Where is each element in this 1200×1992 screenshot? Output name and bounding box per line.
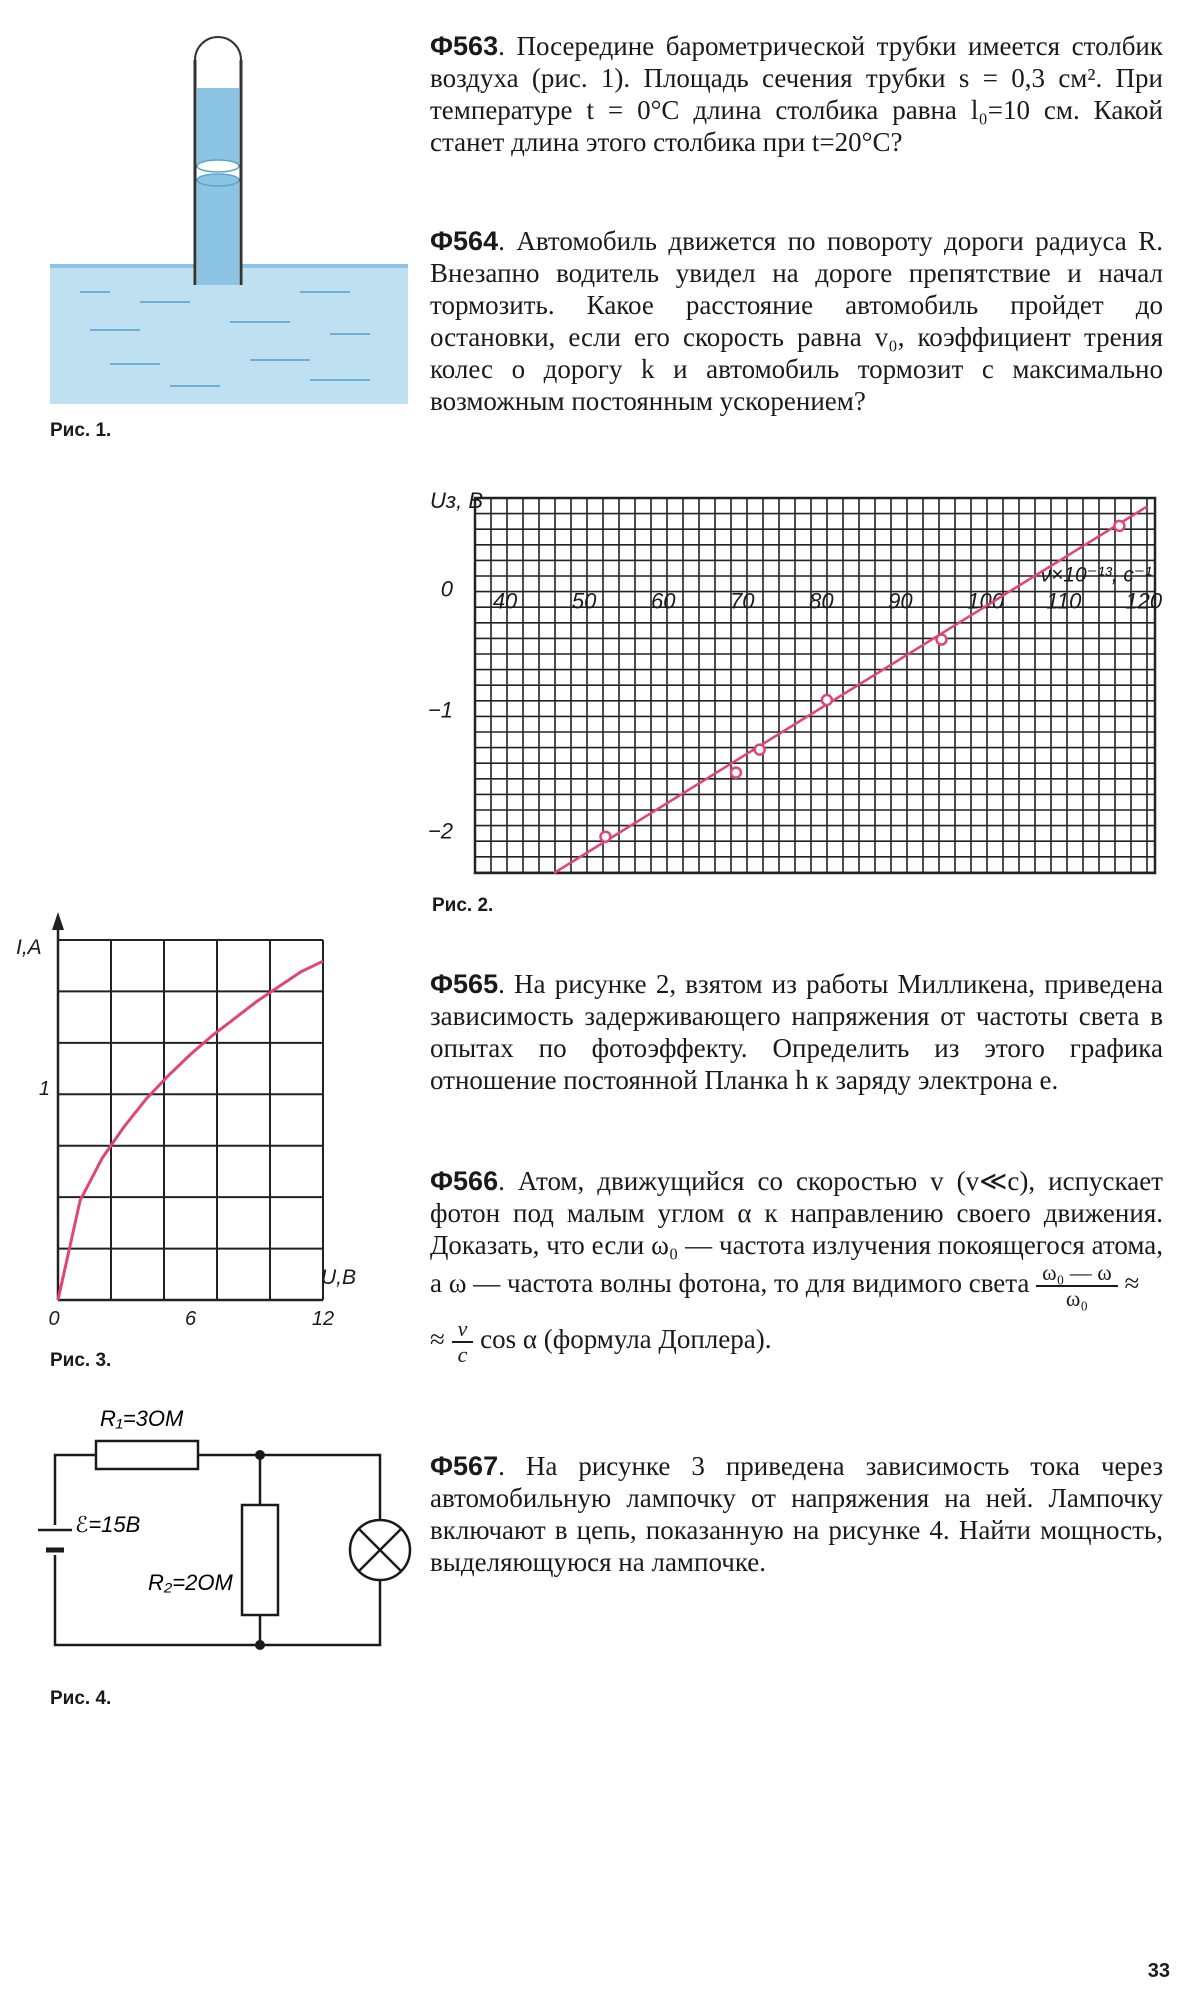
x-axis-label: U,В xyxy=(321,1266,357,1289)
figure-1-barometric-tube xyxy=(50,30,410,410)
problem-number: Ф567 xyxy=(430,1451,499,1481)
chart-grid xyxy=(475,498,1155,873)
problem-number: Ф566 xyxy=(430,1166,499,1196)
data-point xyxy=(755,745,765,755)
figure-2-millikan-chart xyxy=(420,478,1170,898)
doppler-label: cos α (формула Доплера). xyxy=(480,1324,772,1355)
junction-dot xyxy=(255,1640,265,1650)
figure-3-current-voltage-chart xyxy=(10,900,380,1330)
data-point xyxy=(1114,521,1124,531)
problem-text: . Автомобиль движется по повороту дороги радиуса R. Внезапно водитель увидел на дороге препятствие и начал тормозить. Какое расстояние автомобиль пройдет до остановки, если его скорость равна v₀, коэффициент трения колес о дорогу k и автомобиль тормозит с максимально возможным постоянным ускорением? xyxy=(430,226,1163,416)
problem-text: . Атом, движущийся со скоростью v (v≪c), испускает фотон под малым углом α к направлению своего движения. Доказать, что если ω₀ — частота излучения покоящегося атома, а ω — частота волны фотона, то для видимого света xyxy=(430,1166,1163,1299)
problem-566 xyxy=(430,1165,1163,1367)
emf-label: ℰ=15В xyxy=(75,1512,141,1537)
x-tick-label: 110 xyxy=(1046,588,1082,614)
figure-1-caption: Рис. 1. xyxy=(50,420,112,441)
fraction-omega: $\frac{\text{ω₀ — ω}}{\text{ω₀}}$ xyxy=(1036,1261,1118,1311)
x-tick-label: 90 xyxy=(888,588,913,614)
problem-565 xyxy=(430,968,1163,1096)
mercury-column-top xyxy=(197,88,239,166)
x-tick-label: 80 xyxy=(809,588,834,614)
problem-number: Ф563 xyxy=(430,31,499,61)
x-tick-label: 40 xyxy=(492,588,518,614)
y-tick-label: −1 xyxy=(427,697,453,723)
x-tick-label: 70 xyxy=(730,588,755,614)
y-axis-label: I,А xyxy=(16,936,42,959)
problem-text: . На рисунке 3 приведена зависимость тока через автомобильную лампочку от напряжения на ней. Лампочку включают в цепь, показанную на рисунке 4. Найти мощность, выделяющуюся на лампочке. xyxy=(430,1451,1163,1577)
x-axis-label: ν×10⁻¹³, с⁻¹ xyxy=(1040,563,1152,587)
resistor-r1 xyxy=(96,1441,198,1469)
circuit-wires xyxy=(55,1455,380,1645)
junction-dot xyxy=(255,1450,265,1460)
r1-label: R₁=3ОМ xyxy=(100,1406,184,1431)
r2-label: R₂=2ОМ xyxy=(148,1570,233,1595)
data-point xyxy=(600,832,610,842)
data-point xyxy=(937,635,947,645)
fit-line xyxy=(554,506,1147,873)
problem-563 xyxy=(430,30,1163,158)
data-point xyxy=(731,768,741,778)
page-number: 33 xyxy=(1147,1960,1170,1982)
lamp-icon xyxy=(350,1520,410,1580)
x-tick-label: 12 xyxy=(311,1308,335,1330)
y-axis-label: Uз, В xyxy=(430,488,484,513)
problem-text: . Посередине барометрической трубки имеется столбик воздуха (рис. 1). Площадь сечения трубки s = 0,3 см². При температуре t = 0°С длина столбика равна l₀=10 см. Какой станет длина этого столбика при t=20°С? xyxy=(430,31,1163,157)
y-axis-arrow-icon xyxy=(52,912,64,930)
y-tick-label: −2 xyxy=(427,818,453,844)
doppler-formula xyxy=(430,1317,1163,1367)
approx-sign: ≈ xyxy=(430,1324,445,1355)
figure-2-caption: Рис. 2. xyxy=(432,895,494,916)
problem-567 xyxy=(430,1450,1163,1578)
x-tick-label: 100 xyxy=(967,588,1004,614)
figure-4-circuit xyxy=(20,1390,420,1680)
x-tick-label: 50 xyxy=(571,588,597,614)
problem-text: . На рисунке 2, взятом из работы Милликена, приведена зависимость задерживающего напряжения от частоты света в опытах по фотоэффекту. Определить из этого графика отношение постоянной Планка h к заряду электрона e. xyxy=(430,969,1163,1095)
problem-number: Ф564 xyxy=(430,226,499,256)
resistor-r2 xyxy=(242,1505,278,1615)
x-tick-label: 60 xyxy=(650,588,676,614)
figure-3-caption: Рис. 3. xyxy=(50,1350,112,1371)
problem-564 xyxy=(430,225,1163,417)
problem-number: Ф565 xyxy=(430,969,499,999)
data-point xyxy=(822,695,832,705)
x-tick-label: 120 xyxy=(1125,588,1163,614)
x-tick-label: 6 xyxy=(184,1308,197,1330)
mercury-column-bottom xyxy=(197,180,239,285)
chart-grid xyxy=(52,912,323,1300)
approx-sign: ≈ xyxy=(1124,1268,1140,1299)
figure-4-caption: Рис. 4. xyxy=(50,1688,112,1709)
fraction-v-c: $\frac{v}{c}$ xyxy=(452,1317,474,1367)
y-tick-label: 1 xyxy=(38,1078,50,1101)
y-tick-label: 0 xyxy=(440,576,453,602)
x-tick-label: 0 xyxy=(48,1308,60,1330)
